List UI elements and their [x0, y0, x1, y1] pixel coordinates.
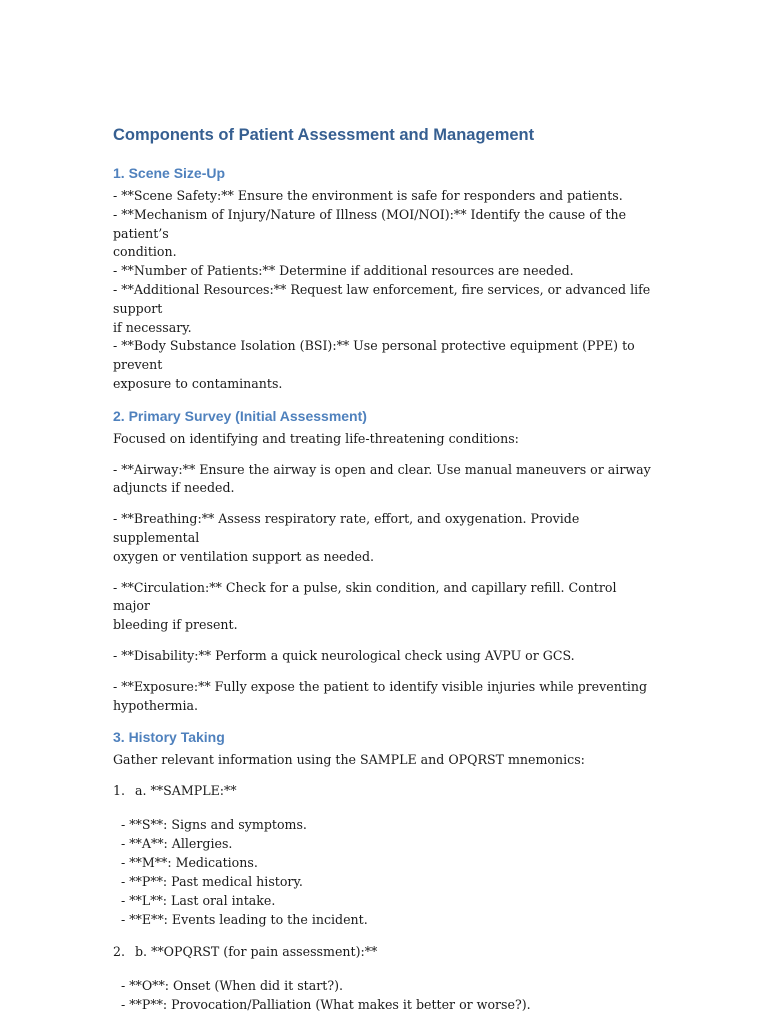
list-item: - **Number of Patients:** Determine if additional resources are needed.	[113, 263, 574, 279]
list-item: - **Breathing:** Assess respiratory rate, effort, and oxygenation. Provide supplemental oxygen or ventilation support as needed.	[113, 511, 580, 564]
list-item: - **Additional Resources:** Request law enforcement, fire services, or advanced life support if necessary.	[113, 281, 651, 335]
list-number: 2.	[113, 943, 126, 959]
numbered-list-item-opqrst	[113, 943, 653, 962]
primary-survey-intro: Focused on identifying and treating life-threatening conditions:	[113, 430, 519, 446]
list-item: - **E**: Events leading to the incident.	[121, 911, 368, 927]
sample-list	[113, 815, 653, 929]
history-taking-intro: Gather relevant information using the SAMPLE and OPQRST mnemonics:	[113, 752, 585, 768]
scene-size-up-list	[113, 187, 653, 394]
list-item: - **Scene Safety:** Ensure the environment is safe for responders and patients.	[113, 188, 623, 203]
section-heading-primary-survey: 2. Primary Survey (Initial Assessment)	[113, 407, 367, 424]
section-heading-history-taking: 3. History Taking	[113, 729, 225, 746]
list-item: - **Body Substance Isolation (BSI):** Use personal protective equipment (PPE) to prevent exposure to contaminants.	[113, 338, 635, 391]
list-item: - **S**: Signs and symptoms.	[121, 816, 307, 832]
list-item: - **O**: Onset (When did it start?).	[121, 977, 343, 993]
opqrst-list	[113, 976, 653, 1014]
list-number: 1.	[113, 783, 126, 799]
list-item: - **M**: Medications.	[121, 854, 258, 870]
list-item: - **Airway:** Ensure the airway is open and clear. Use manual maneuvers or airway adjuncts if needed.	[113, 461, 651, 496]
list-label: a. **SAMPLE:**	[135, 783, 237, 799]
list-item: - **A**: Allergies.	[121, 835, 233, 851]
document-title: Components of Patient Assessment and Management	[113, 126, 535, 144]
list-item: - **P**: Provocation/Palliation (What makes it better or worse?).	[121, 996, 531, 1012]
numbered-list-item-sample	[113, 782, 653, 801]
list-label: b. **OPQRST (for pain assessment):**	[135, 943, 378, 959]
list-item: - **Disability:** Perform a quick neurological check using AVPU or GCS.	[113, 647, 575, 663]
section-heading-scene-size-up: 1. Scene Size-Up	[113, 165, 226, 181]
list-item: - **L**: Last oral intake.	[121, 892, 276, 908]
document-content	[113, 124, 653, 1028]
list-item: - **Mechanism of Injury/Nature of Illness (MOI/NOI):** Identify the cause of the patient’s condition.	[113, 206, 627, 260]
list-item: - **P**: Past medical history.	[121, 873, 303, 889]
list-item: - **Exposure:** Fully expose the patient to identify visible injuries while preventing hypothermia.	[113, 678, 648, 713]
list-item: - **Circulation:** Check for a pulse, skin condition, and capillary refill. Control major bleeding if present.	[113, 579, 617, 633]
